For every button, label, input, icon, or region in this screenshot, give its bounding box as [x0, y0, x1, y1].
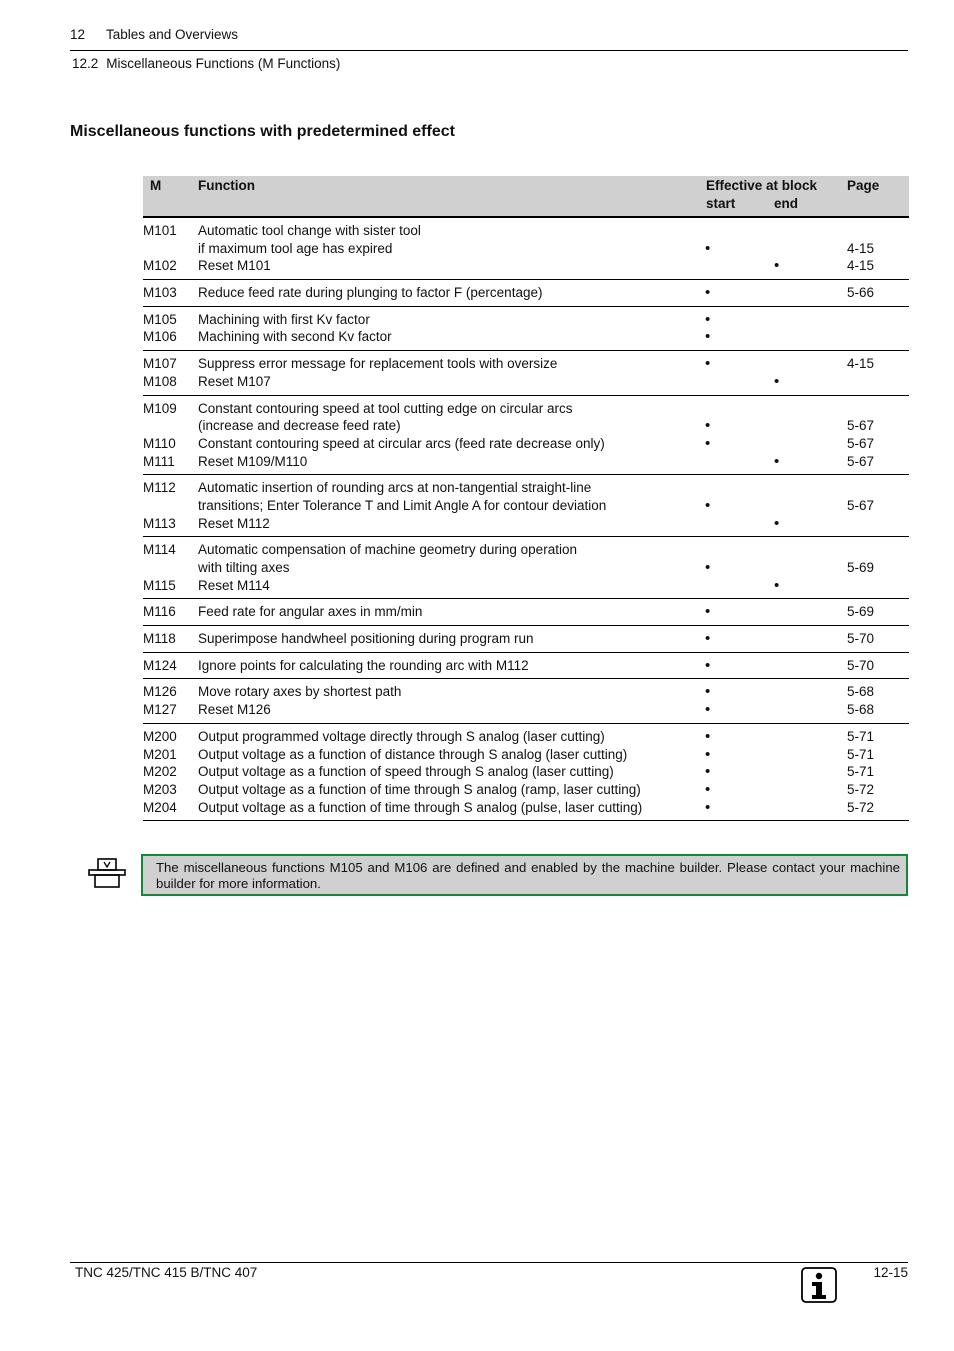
table-row [143, 435, 909, 453]
cell-function: Reset M126 [198, 702, 271, 718]
cell-page: 5-70 [847, 657, 875, 673]
cell-function: if maximum tool age has expired [198, 240, 393, 256]
cell-m: M112 [143, 480, 176, 496]
header-m: M [150, 178, 162, 193]
cell-end: • [774, 514, 780, 532]
table-row [143, 799, 909, 817]
table-row [143, 541, 909, 559]
cell-start: • [705, 434, 711, 452]
table-row-group [143, 307, 909, 351]
table-row [143, 497, 909, 515]
table-row [143, 222, 909, 240]
table-row [143, 453, 909, 471]
cell-function: Automatic insertion of rounding arcs at non-tangential straight-line [198, 480, 592, 496]
table-row [143, 701, 909, 719]
cell-function: Reset M101 [198, 258, 271, 274]
cell-function: Reset M114 [198, 577, 270, 593]
footer-product: TNC 425/TNC 415 B/TNC 407 [75, 1265, 258, 1280]
cell-function: with tilting axes [198, 560, 290, 575]
cell-page: 5-67 [847, 453, 875, 469]
cell-page: 5-71 [847, 764, 875, 780]
cell-page: 5-71 [847, 728, 875, 744]
cell-m: M200 [143, 728, 177, 744]
m-functions-table [143, 176, 909, 821]
table-row-group [143, 351, 909, 395]
cell-page: 5-69 [847, 604, 875, 620]
chapter-number: 12 [70, 27, 86, 42]
cell-start: • [705, 798, 711, 816]
cell-m: M106 [143, 329, 177, 345]
cell-start: • [705, 559, 711, 576]
note-text: The miscellaneous functions M105 and M106 are defined and enabled by the machine builder. Please contact your machine builder for more information. [156, 860, 900, 891]
header-rule [70, 50, 908, 51]
cell-m: M113 [143, 515, 176, 531]
cell-page: 5-70 [847, 631, 875, 647]
cell-m: M108 [143, 373, 177, 389]
cell-m: M111 [143, 453, 175, 469]
cell-end: • [774, 576, 780, 594]
cell-function: Constant contouring speed at tool cutting edge on circular arcs [198, 400, 573, 416]
table-row-group [143, 280, 909, 307]
header-effective: Effective at block [706, 178, 818, 193]
cell-page: 5-68 [847, 684, 875, 700]
cell-function: Suppress error message for replacement tools with oversize [198, 356, 558, 372]
cell-page: 5-69 [847, 560, 875, 575]
header-start: start [706, 196, 736, 211]
cell-m: M124 [143, 657, 177, 673]
cell-function: Move rotary axes by shortest path [198, 684, 402, 700]
cell-m: M118 [143, 631, 176, 647]
cell-start: • [705, 701, 711, 719]
running-header-chapter [70, 27, 238, 42]
cell-m: M127 [143, 702, 177, 718]
cell-page: 5-71 [847, 746, 875, 762]
cell-page: 5-67 [847, 435, 875, 451]
cell-m: M203 [143, 781, 177, 797]
table-row [143, 355, 909, 373]
table-row-group [143, 396, 909, 476]
header-function: Function [198, 178, 255, 193]
footer-page-number: 12-15 [873, 1265, 908, 1280]
table-row [143, 763, 909, 781]
cell-m: M109 [143, 400, 177, 416]
table-row [143, 240, 909, 258]
table-row [143, 781, 909, 799]
table-body [143, 218, 909, 821]
cell-page: 4-15 [847, 240, 875, 256]
cell-function: Output voltage as a function of time through S analog (pulse, laser cutting) [198, 799, 643, 815]
cell-function: Feed rate for angular axes in mm/min [198, 604, 423, 620]
cell-m: M105 [143, 311, 177, 327]
table-row-group [143, 537, 909, 599]
cell-m: M103 [143, 285, 177, 301]
machine-builder-icon [88, 857, 126, 889]
cell-end: • [774, 372, 780, 390]
footer-rule [70, 1262, 908, 1263]
table-row [143, 311, 909, 329]
table-row [143, 746, 909, 764]
table-row-group [143, 626, 909, 653]
running-header-section [72, 56, 340, 71]
cell-m: M101 [143, 223, 177, 238]
table-row [143, 683, 909, 701]
cell-function: Reduce feed rate during plunging to factor F (percentage) [198, 285, 543, 301]
table-row [143, 728, 909, 746]
cell-function: Output voltage as a function of time through S analog (ramp, laser cutting) [198, 781, 641, 797]
table-row [143, 417, 909, 435]
cell-page: 5-68 [847, 702, 875, 718]
cell-start: • [705, 603, 711, 621]
cell-start: • [705, 656, 711, 674]
cell-page: 5-72 [847, 781, 875, 797]
table-row [143, 515, 909, 533]
cell-start: • [705, 727, 711, 745]
page-title: Miscellaneous functions with predetermined effect [70, 123, 455, 140]
cell-end: • [774, 452, 780, 470]
cell-page: 4-15 [847, 258, 875, 274]
table-row [143, 559, 909, 577]
table-row [143, 630, 909, 648]
cell-m: M115 [143, 577, 176, 593]
cell-function: Automatic compensation of machine geometry during operation [198, 542, 577, 558]
cell-page: 5-67 [847, 418, 875, 434]
cell-page: 5-66 [847, 285, 875, 301]
table-row [143, 577, 909, 595]
cell-function: Output voltage as a function of speed through S analog (laser cutting) [198, 764, 614, 780]
cell-function: Constant contouring speed at circular arcs (feed rate decrease only) [198, 435, 605, 451]
cell-m: M204 [143, 799, 177, 815]
cell-function: Output programmed voltage directly through S analog (laser cutting) [198, 728, 605, 744]
info-icon [801, 1267, 837, 1303]
cell-function: transitions; Enter Tolerance T and Limit Angle A for contour deviation [198, 497, 607, 513]
cell-function: Reset M109/M110 [198, 453, 308, 469]
table-row [143, 257, 909, 275]
cell-m: M201 [143, 746, 177, 762]
cell-m: M114 [143, 542, 176, 558]
cell-start: • [705, 355, 711, 373]
table-row [143, 479, 909, 497]
cell-m: M126 [143, 684, 177, 700]
cell-start: • [705, 630, 711, 648]
cell-start: • [705, 780, 711, 798]
cell-page: 5-72 [847, 799, 875, 815]
table-header [143, 176, 909, 218]
table-row-group [143, 653, 909, 680]
cell-start: • [705, 239, 711, 257]
table-row-group [143, 724, 909, 821]
header-end: end [774, 196, 799, 211]
table-row-group [143, 679, 909, 723]
table-row [143, 373, 909, 391]
header-page: Page [847, 178, 880, 193]
cell-page: 5-67 [847, 497, 875, 513]
table-row [143, 400, 909, 418]
cell-start: • [705, 328, 711, 346]
cell-function: Superimpose handwheel positioning during program run [198, 631, 534, 647]
cell-function: Automatic tool change with sister tool [198, 223, 421, 238]
cell-function: Ignore points for calculating the rounding arc with M112 [198, 657, 529, 673]
cell-start: • [705, 745, 711, 763]
cell-function: Machining with first Kv factor [198, 311, 370, 327]
table-row [143, 657, 909, 675]
note-box [141, 854, 908, 896]
section-number: 12.2 [72, 56, 99, 71]
chapter-title: Tables and Overviews [106, 27, 239, 42]
table-row-group [143, 599, 909, 626]
section-title: Miscellaneous Functions (M Functions) [106, 56, 341, 71]
cell-start: • [705, 310, 711, 328]
cell-m: M202 [143, 764, 177, 780]
cell-start: • [705, 683, 711, 701]
cell-function: Output voltage as a function of distance through S analog (laser cutting) [198, 746, 628, 762]
cell-function: Reset M112 [198, 515, 270, 531]
cell-m: M116 [143, 604, 176, 620]
cell-end: • [774, 257, 780, 275]
cell-function: Reset M107 [198, 373, 271, 389]
cell-function: (increase and decrease feed rate) [198, 418, 401, 434]
cell-start: • [705, 417, 711, 435]
table-row-group [143, 218, 909, 280]
cell-m: M102 [143, 258, 177, 274]
table-row [143, 284, 909, 302]
table-row-group [143, 475, 909, 537]
cell-m: M110 [143, 435, 176, 451]
cell-start: • [705, 763, 711, 781]
table-row [143, 328, 909, 346]
cell-start: • [705, 284, 711, 302]
table-row [143, 603, 909, 621]
cell-m: M107 [143, 356, 177, 372]
cell-start: • [705, 496, 711, 514]
cell-function: Machining with second Kv factor [198, 329, 392, 345]
cell-page: 4-15 [847, 356, 875, 372]
